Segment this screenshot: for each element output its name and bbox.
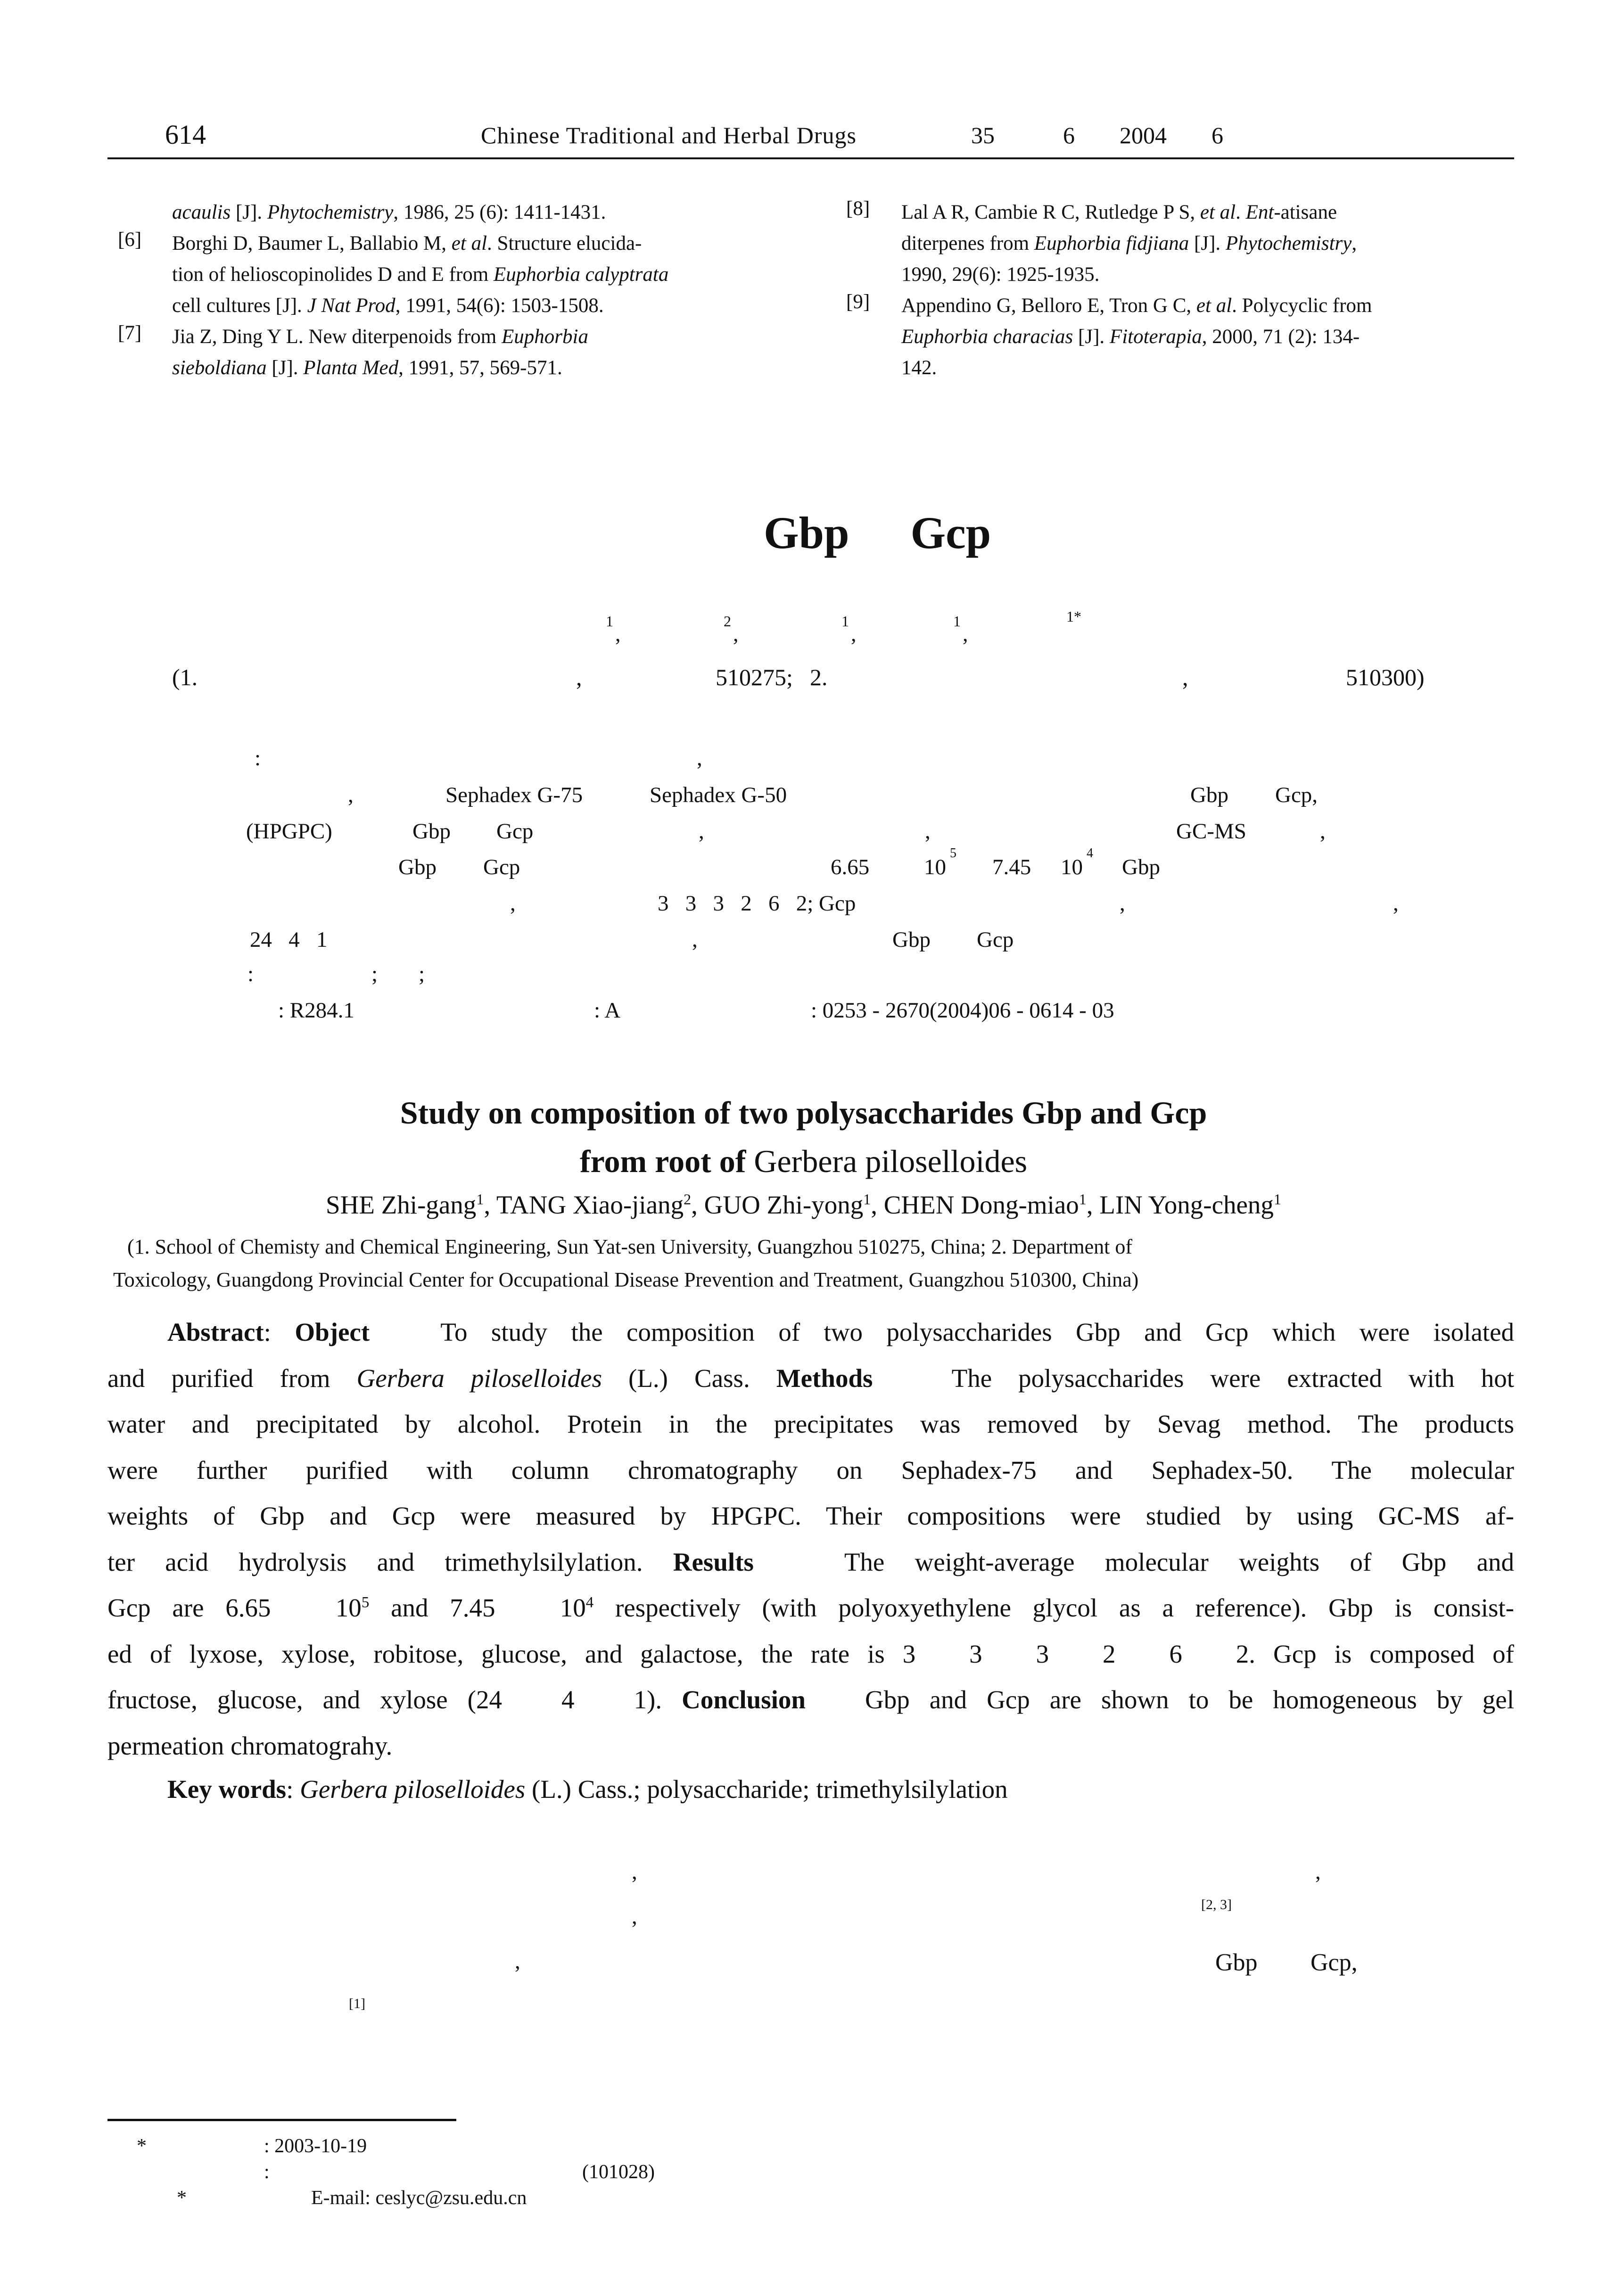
- text-run: weights of Gbp and Gcp were measured by HPGPC. Their compositions were studied by using GC-MS af-: [107, 1501, 1514, 1530]
- text-run: .: [1236, 201, 1246, 223]
- text-run: [J].: [1189, 232, 1226, 254]
- text-run: Euphorbia characias: [901, 326, 1073, 348]
- abstract-line: [107, 1593, 1514, 1623]
- body-citation-2-3: [2, 3]: [1201, 1897, 1232, 1912]
- reference-line: [901, 228, 1357, 259]
- cn-abs-r6-gbp: Gbp: [892, 927, 931, 952]
- footnote-fund-colon: :: [264, 2161, 270, 2183]
- cn-abs-seph75: Sephadex G-75: [445, 783, 583, 807]
- cn-abs-r5-comma: ,: [510, 891, 516, 916]
- abstract-line: [107, 1639, 1514, 1669]
- author-affiliation-sup: 1: [1079, 1190, 1087, 1208]
- text-run: Gerbera piloselloides: [300, 1775, 526, 1804]
- reference-line: [901, 353, 937, 384]
- header-rule: [107, 157, 1514, 159]
- footnote-star-1: *: [137, 2135, 147, 2157]
- author-name: CHEN Dong-miao: [883, 1190, 1079, 1219]
- text-run: [J].: [231, 201, 267, 223]
- text-run: et al: [1200, 201, 1236, 223]
- text-run: fructose, glucose, and xylose (24 4 1).: [107, 1685, 682, 1714]
- author-name: TANG Xiao-jiang: [496, 1190, 684, 1219]
- cn-abs-r3-gcp: Gcp: [496, 819, 534, 844]
- text-run: and purified from: [107, 1363, 357, 1393]
- body-comma-4: ,: [515, 1949, 520, 1974]
- aff-zip-2: 510300): [1346, 664, 1425, 690]
- reference-number: [7]: [118, 322, 142, 344]
- cn-abs-ten1: 10: [924, 855, 946, 879]
- text-run: . Polycyclic from: [1232, 295, 1372, 317]
- footnote-star-2: *: [177, 2187, 187, 2209]
- abstract-line: [107, 1731, 1514, 1761]
- author-comma-3: ,: [851, 622, 857, 646]
- text-run: 5: [361, 1594, 370, 1611]
- cn-abs-r6-ratio: 24 4 1: [250, 927, 328, 952]
- reference-line: [901, 197, 1337, 228]
- title-en-bold-part: from root of: [579, 1143, 754, 1179]
- cn-article-id: : 0253 - 2670(2004)06 - 0614 - 03: [811, 998, 1114, 1023]
- header-year: 2004: [1120, 122, 1167, 148]
- reference-line: [172, 228, 642, 259]
- cn-abs-r4-gbp: Gbp: [398, 855, 437, 879]
- cn-abs-gcms: GC-MS: [1176, 819, 1246, 844]
- reference-number: [9]: [846, 291, 870, 313]
- text-run: 142.: [901, 357, 937, 379]
- text-run: [J].: [1073, 326, 1110, 348]
- reference-line: [172, 290, 604, 321]
- keywords-en: [167, 1774, 1511, 1804]
- cn-abs-comma-1: ,: [697, 746, 702, 771]
- text-run: [J].: [266, 357, 304, 379]
- text-run: -atisane: [1274, 201, 1337, 223]
- body-comma-2: ,: [1315, 1860, 1321, 1884]
- affiliation-en-line1: (1. School of Chemisty and Chemical Engineering, Sun Yat-sen University, Guangzhou 510275, China; 2. Department of: [127, 1235, 1133, 1258]
- article-title-en-line1: Study on composition of two polysaccharides Gbp and Gcp: [400, 1095, 1207, 1131]
- text-run: , 1991, 57, 569-571.: [398, 357, 562, 379]
- text-run: ed of lyxose, xylose, robitose, glucose, and galactose, the rate is 3 3 3 2 6 2. Gcp is composed of: [107, 1639, 1514, 1668]
- text-run: Results: [673, 1547, 754, 1576]
- author-affiliation-sup: 1: [476, 1190, 484, 1208]
- text-run: The weight-average molecular weights of Gbp and: [753, 1547, 1515, 1576]
- text-run: Euphorbia fidjiana: [1034, 232, 1189, 254]
- title-gbp: Gbp: [764, 508, 849, 558]
- article-title-cn: [764, 507, 991, 559]
- cn-abs-mw2: 7.45: [992, 855, 1031, 879]
- reference-line: [172, 321, 588, 353]
- cn-kw-semi1: ;: [371, 962, 378, 986]
- text-run: diterpenes from: [901, 232, 1034, 254]
- cn-doc-code: : A: [594, 998, 621, 1023]
- author-sup-1: 1: [606, 613, 613, 630]
- cn-kw-colon: :: [247, 962, 254, 986]
- text-run: , 1986, 25 (6): 1411-1431.: [393, 201, 606, 223]
- reference-line: [901, 259, 1099, 290]
- cn-abs-colon: :: [255, 746, 261, 771]
- cn-abs-r4-gbp2: Gbp: [1122, 855, 1160, 879]
- text-run: Abstract: [167, 1318, 264, 1346]
- text-run: (L.) Cass.; polysaccharide; trimethylsilylation: [525, 1775, 1008, 1804]
- text-run: Lal A R, Cambie R C, Rutledge P S,: [901, 201, 1200, 223]
- affiliation-en-line2: Toxicology, Guangdong Provincial Center for Occupational Disease Prevention and Treatment, Guangzhou 510300, China): [113, 1268, 1139, 1291]
- text-run: ter acid hydrolysis and trimethylsilylation.: [107, 1547, 673, 1576]
- text-run: et al: [1196, 295, 1232, 317]
- author-affiliation-sup: 1: [1273, 1190, 1281, 1208]
- reference-line: [901, 290, 1372, 321]
- author-sup-4: 1: [953, 613, 961, 630]
- text-run: Object: [295, 1318, 370, 1346]
- text-run: , 1991, 54(6): 1503-1508.: [395, 295, 604, 317]
- title-en-species: Gerbera piloselloides: [754, 1143, 1028, 1179]
- cn-abs-r4-gcp: Gcp: [483, 855, 520, 879]
- text-run: Jia Z, Ding Y L. New diterpenoids from: [172, 326, 502, 348]
- text-run: sieboldiana: [172, 357, 267, 379]
- text-run: , 2000, 71 (2): 134-: [1202, 326, 1360, 348]
- text-run: :: [286, 1775, 300, 1804]
- text-run: Ent: [1245, 201, 1274, 223]
- text-run: The polysaccharides were extracted with hot: [873, 1363, 1514, 1393]
- text-run: :: [264, 1318, 295, 1346]
- author-sup-3: 1: [841, 613, 849, 630]
- author-comma-1: ,: [615, 622, 621, 646]
- aff-open: (1.: [172, 664, 198, 690]
- author-affiliation-sup: 1: [863, 1190, 871, 1208]
- text-run: and 7.45 10: [369, 1593, 586, 1622]
- body-citation-1: [1]: [349, 1996, 365, 2011]
- body-gcp: Gcp,: [1310, 1949, 1358, 1976]
- cn-abs-r2-gbp: Gbp: [1190, 783, 1228, 807]
- text-run: respectively (with polyoxyethylene glycol as a reference). Gbp is consist-: [593, 1593, 1514, 1622]
- cn-abs-hpgpc: (HPGPC): [246, 819, 332, 844]
- abstract-line: [107, 1501, 1514, 1531]
- reference-number: [8]: [846, 197, 870, 220]
- text-run: (L.) Cass.: [602, 1363, 776, 1393]
- footnote-rule: [107, 2119, 456, 2121]
- abstract-line: [167, 1317, 1514, 1347]
- cn-abs-mw1: 6.65: [831, 855, 870, 879]
- header-volume: 35: [971, 122, 995, 148]
- author-name: SHE Zhi-gang: [326, 1190, 477, 1219]
- header-month: 6: [1211, 122, 1223, 148]
- cn-abs-exp1: 5: [950, 846, 956, 861]
- authors-en: SHE Zhi-gang$^1$, TANG Xiao-jiang$^2$, GUO Zhi-yong$^1$, CHEN Dong-miao$^1$, LIN Yong-cheng$^1$: [326, 1190, 1281, 1219]
- cn-abs-r6-gcp: Gcp: [977, 927, 1014, 952]
- text-run: 1990, 29(6): 1925-1935.: [901, 263, 1100, 286]
- author-sup-5: 1*: [1066, 608, 1081, 625]
- page-number: 614: [165, 119, 206, 150]
- header-issue: 6: [1063, 122, 1075, 148]
- text-run: Phytochemistry: [267, 201, 394, 223]
- abstract-line: [107, 1409, 1514, 1439]
- text-run: Borghi D, Baumer L, Ballabio M,: [172, 232, 452, 254]
- text-run: Gerbera piloselloides: [356, 1363, 602, 1393]
- reference-line: [172, 197, 606, 228]
- text-run: Gbp and Gcp are shown to be homogeneous by gel: [806, 1685, 1514, 1714]
- cn-abs-seph50: Sephadex G-50: [650, 783, 787, 807]
- author-affiliation-sup: 2: [684, 1190, 692, 1208]
- journal-name: Chinese Traditional and Herbal Drugs: [481, 122, 857, 148]
- cn-abs-r2-comma: ,: [348, 783, 354, 807]
- footnote-received-date: : 2003-10-19: [264, 2135, 367, 2157]
- cn-abs-r5-comma2: ,: [1120, 891, 1125, 916]
- cn-abs-r6-comma: ,: [692, 927, 698, 952]
- text-run: J Nat Prod: [307, 295, 396, 317]
- abstract-line: [107, 1455, 1514, 1485]
- text-run: ,: [1352, 232, 1357, 254]
- text-run: Phytochemistry: [1225, 232, 1352, 254]
- text-run: . Structure elucida-: [487, 232, 642, 254]
- cn-abs-r3-comma1: ,: [699, 819, 704, 844]
- text-run: Key words: [167, 1775, 287, 1804]
- body-comma-3: ,: [632, 1904, 637, 1929]
- text-run: Gcp are 6.65 10: [107, 1593, 362, 1622]
- cn-abs-r3-gbp: Gbp: [412, 819, 451, 844]
- author-name: GUO Zhi-yong: [704, 1190, 864, 1219]
- cn-abs-ten: 10: [1061, 855, 1083, 879]
- text-run: were further purified with column chromatography on Sephadex-75 and Sephadex-50. The molecular: [107, 1455, 1514, 1484]
- cn-abs-r3-comma2: ,: [925, 819, 931, 844]
- aff-zip-1: 510275;: [716, 664, 793, 690]
- aff-comma-2: ,: [1182, 664, 1188, 690]
- author-sup-2: 2: [724, 613, 731, 630]
- text-run: Planta Med: [303, 357, 399, 379]
- text-run: et al: [451, 232, 487, 254]
- text-run: water and precipitated by alcohol. Protein in the precipitates was removed by Sevag method. The products: [107, 1410, 1514, 1438]
- text-run: Fitoterapia: [1109, 326, 1202, 348]
- text-run: tion of helioscopinolides D and E from: [172, 263, 494, 286]
- footnote-fund-number: (101028): [582, 2161, 655, 2183]
- text-run: Euphorbia calyptrata: [493, 263, 669, 286]
- text-run: 4: [585, 1594, 594, 1611]
- footnote-email: E-mail: ceslyc@zsu.edu.cn: [311, 2187, 527, 2209]
- cn-abs-r3-comma3: ,: [1320, 819, 1326, 844]
- reference-line: [901, 321, 1360, 353]
- abstract-line: [107, 1363, 1514, 1393]
- text-run: To study the composition of two polysaccharides Gbp and Gcp which were isolated: [370, 1318, 1514, 1346]
- body-comma-1: ,: [632, 1860, 637, 1884]
- text-run: Conclusion: [682, 1685, 806, 1714]
- text-run: Appendino G, Belloro E, Tron G C,: [901, 295, 1196, 317]
- abstract-line: [107, 1685, 1514, 1714]
- text-run: Methods: [776, 1363, 873, 1393]
- cn-abs-exp2: 4: [1087, 846, 1093, 861]
- abstract-line: [107, 1547, 1514, 1577]
- text-run: Euphorbia: [502, 326, 588, 348]
- cn-abs-r2-gcp: Gcp,: [1275, 783, 1318, 807]
- body-gbp: Gbp: [1215, 1949, 1258, 1976]
- cn-abs-r5-ratio: 3 3 3 2 6 2; Gcp: [658, 891, 856, 916]
- reference-line: [172, 259, 668, 290]
- cn-clc-number: : R284.1: [278, 998, 354, 1023]
- cn-kw-semi2: ;: [419, 962, 425, 986]
- reference-line: [172, 353, 562, 384]
- cn-abs-r5-comma3: ,: [1393, 891, 1399, 916]
- text-run: cell cultures [J].: [172, 295, 307, 317]
- aff-comma-1: ,: [576, 664, 582, 690]
- reference-number: [6]: [118, 229, 142, 251]
- article-title-en-line2: [0, 1143, 1607, 1180]
- author-comma-4: ,: [963, 622, 968, 646]
- aff-2: 2.: [810, 664, 828, 690]
- text-run: permeation chromatograhy.: [107, 1731, 393, 1760]
- author-name: LIN Yong-cheng: [1099, 1190, 1274, 1219]
- title-gcp: Gcp: [910, 508, 991, 558]
- text-run: acaulis: [172, 201, 231, 223]
- author-comma-2: ,: [733, 622, 739, 646]
